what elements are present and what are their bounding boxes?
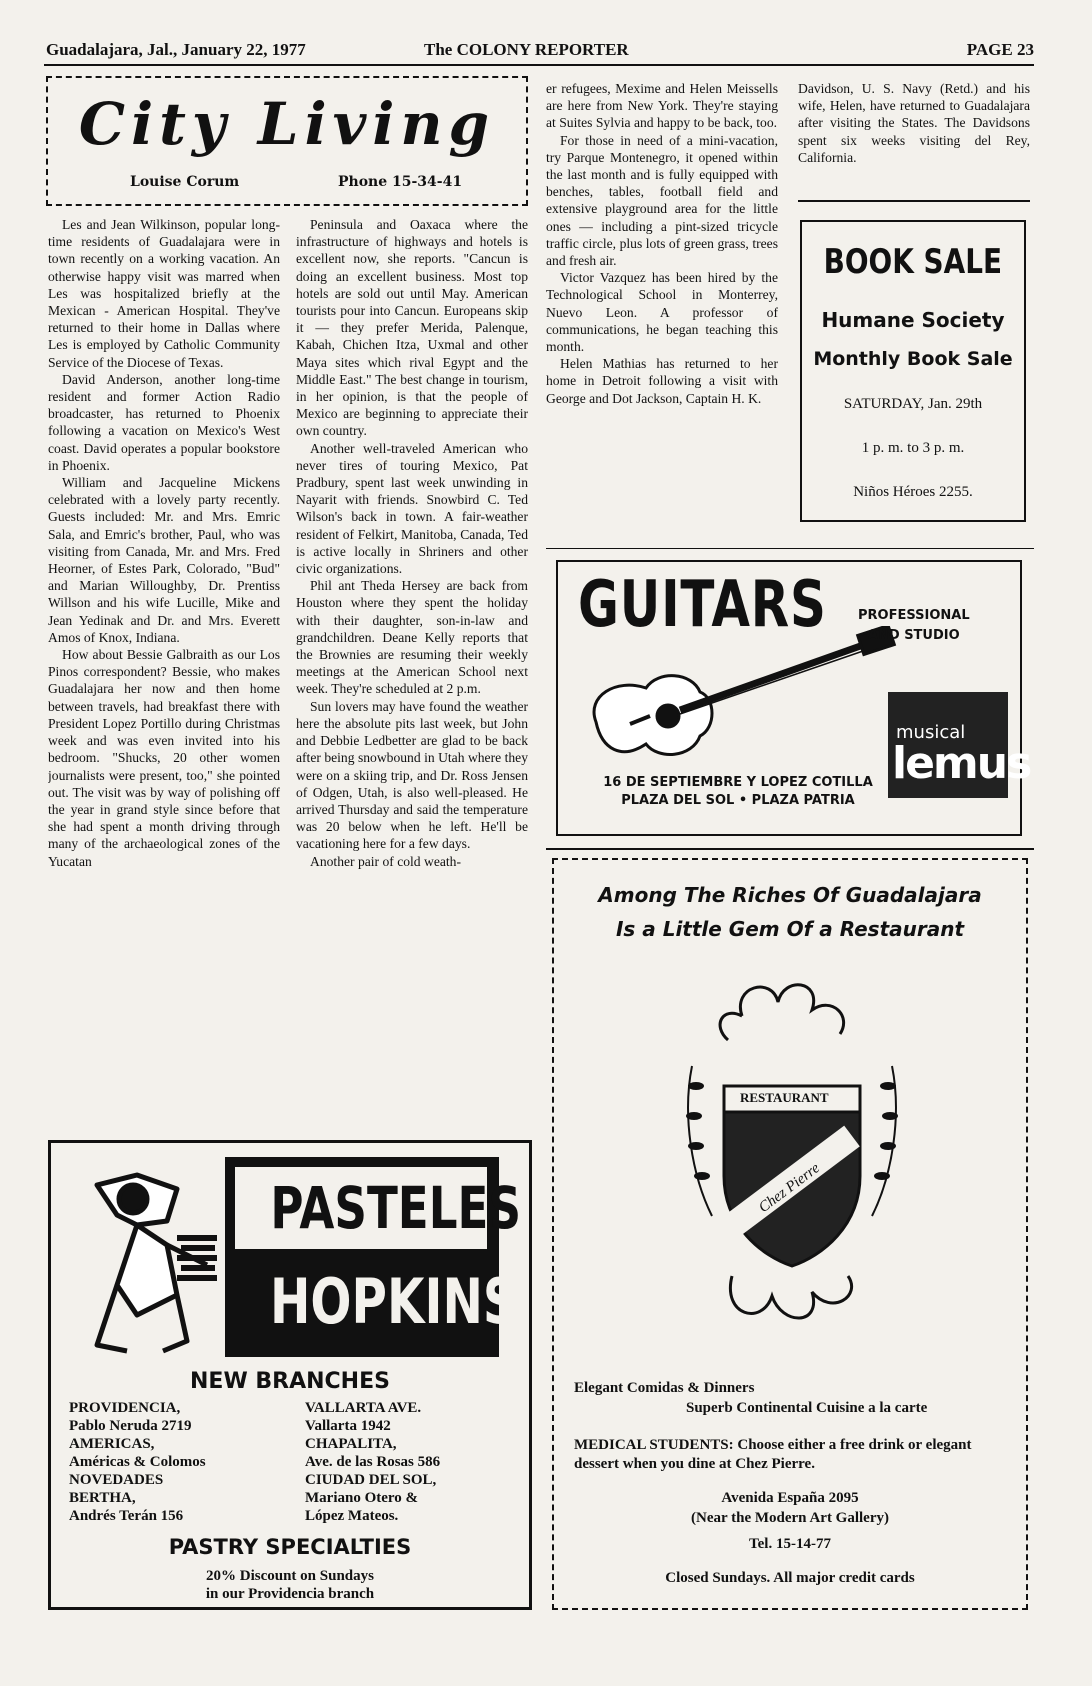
article-paragraph: Les and Jean Wilkinson, popular long-time residents of Guadalajara were in town recently on a working vacation. An otherwise happy visit was marred when Les was hospitalized briefly at the Mexican - American Hospital. They've returned to their home in Dallas where Les is employed by Catholic Community Service of the Diocese of Texas. (48, 217, 280, 370)
restaurant-line-1: Elegant Comidas & Dinners (574, 1380, 755, 1396)
pastry-chef-icon (77, 1165, 227, 1365)
article-paragraph: David Anderson, another long-time resident and former Action Radio broadcaster, has returned to Phoenix following a vacation on Mexico's West coast. David operates a popular bookstore in Phoenix. (48, 371, 280, 473)
article-paragraph: Sun lovers may have found the weather here the absolute pits last week, but John and Debbie Ledbetter are glad to be back after being snowbound in Utah where they were on a skiing trip, and Dr. Ross Jensen of Odgen, Utah, is also well-pleased. He arrived Thursday and said the temperature was 20 below when he left. He'll be vacationing here for a few days. (296, 698, 528, 852)
guitars-tagline: PROFESSIONAL AND STUDIO (858, 608, 970, 643)
article-paragraph: Another well-traveled American who never tires of touring Mexico, Pat Pradbury, spent last week unwinding in Nayarit with friends. Snowbird C. Ted Wilson's back in town. A fair-weather resident of Felkirt, Manitoba, Canada, Ted is active locally in Shriners and other civic organizations. (296, 440, 528, 577)
article-column-3 (546, 80, 778, 540)
city-living-box (46, 76, 528, 206)
pastry-specialties-heading: PASTRY SPECIALTIES (168, 1535, 412, 1559)
restaurant-address: Avenida España 2095 (Near the Modern Art Gallery) (691, 1490, 889, 1526)
book-sale-time: 1 p. m. to 3 p. m. (861, 440, 965, 456)
article-paragraph: William and Jacqueline Mickens celebrated with a lovely party recently. Guests included: Mr. and Mrs. Emric Sala, and Emric's brother, Paul, who was visiting from Canada, Mr. and Mrs. Fred Heorner, of Estes Park, Colorado, "Bud" and Marian Willoughby, Dr. Prentiss Willson and his wife Lucille, Mike and Jean Yedinak and Dr. and Mrs. Everett Amos of Knox, Indiana. (48, 475, 280, 645)
restaurant-headline: Among The Riches Of Guadalajara Is a Little Gem Of a Restaurant (598, 883, 982, 941)
book-sale-subtitle: Monthly Book Sale (813, 348, 1013, 370)
book-sale-org: Humane Society (821, 308, 1005, 332)
crest-name-label: Chez Pierre (756, 1160, 823, 1217)
header-page-number: PAGE 23 (966, 40, 1034, 59)
guitars-ad (556, 560, 1031, 836)
restaurant-medical-offer: MEDICAL STUDENTS: Choose either a free drink or elegant dessert when you dine at Chez Pierre. (574, 1437, 972, 1472)
article-paragraph: er refugees, Mexime and Helen Meissells are here from New York. They're staying at Suites Sylvia and happy to be back, too. (546, 81, 778, 131)
article-paragraph: Helen Mathias has returned to her home in Detroit following a visit with George and Dot Jackson, Captain H. K. (546, 356, 778, 406)
restaurant-phone: Tel. 15-14-77 (749, 1536, 831, 1552)
article-paragraph: Peninsula and Oaxaca where the infrastructure of highways and hotels is excellent now, she reports. "Cancun is doing an excellent business. Most top hotels are sold out until May. American tourists pour into Cancun. Europeans skip it — they prefer Merida, Palenque, Kabah, Chichen Itza, Uxmal and other Maya sites which rival Egypt and the Middle East." The best change in tourism, in her opinion, is that the people of Mexico are beginning to appreciate their own country. (296, 217, 528, 439)
restaurant-line-2: Superb Continental Cuisine a la carte (686, 1400, 928, 1416)
section-rule (546, 848, 1034, 850)
logo-top-band: PASTELES (235, 1167, 487, 1249)
pasteles-hopkins-logo (225, 1157, 522, 1357)
branches-left: PROVIDENCIA, Pablo Neruda 2719 AMERICAS, Américas & Colomos NOVEDADES BERTHA, Andrés Terán 156 (69, 1400, 206, 1524)
article-column-1 (48, 216, 280, 1130)
pasteles-hopkins-ad (48, 1140, 532, 1610)
chez-pierre-ad (552, 858, 1028, 1610)
header-rule (44, 64, 1034, 66)
restaurant-hours: Closed Sundays. All major credit cards (665, 1570, 915, 1586)
article-column-2 (296, 216, 528, 1130)
article-paragraph: For those in need of a mini-vacation, try Parque Montenegro, it opened within the last month and is fully equipped with benches, tables, football field and extensive playground area for the little ones — including a pint-sized tricycle traffic circle, plus lots of green grass, trees and fresh air. (546, 132, 778, 269)
lemus-logo: musical lemus (888, 692, 1008, 798)
book-sale-date: SATURDAY, Jan. 29th (843, 396, 983, 412)
article-paragraph: Davidson, U. S. Navy (Retd.) and his wife, Helen, have returned to Guadalajara after visiting the States. The Davidsons spent six weeks visiting del Rey, California. (798, 81, 1030, 165)
column-divider (798, 200, 1030, 202)
column-author: Louise Corum (130, 174, 240, 190)
article-column-4 (798, 80, 1030, 190)
header-dateline: Guadalajara, Jal., January 22, 1977 (46, 40, 306, 59)
header-paper-name: The COLONY REPORTER (424, 40, 629, 59)
guitars-address: 16 DE SEPTIEMBRE Y LOPEZ COTILLA PLAZA DEL SOL • PLAZA PATRIA (603, 775, 873, 808)
crest-restaurant-label: RESTAURANT (740, 1090, 829, 1105)
chez-pierre-crest-icon (672, 976, 912, 1336)
new-branches-heading: NEW BRANCHES (190, 1369, 390, 1394)
column-phone: Phone 15-34-41 (338, 174, 463, 190)
branches-right: VALLARTA AVE. Vallarta 1942 CHAPALITA, Ave. de las Rosas 586 CIUDAD DEL SOL, Mariano Otero & López Mateos. (305, 1400, 441, 1524)
book-sale-title: BOOK SALE (823, 242, 1003, 282)
guitars-title: GUITARS (578, 568, 827, 642)
book-sale-address: Niños Héroes 2255. (853, 484, 973, 500)
section-rule (546, 548, 1034, 549)
article-paragraph: Victor Vazquez has been hired by the Technological School in Monterrey, Nuevo Leon. A professor of communications, he began teaching this month. (546, 270, 778, 355)
article-paragraph: Another pair of cold weath- (310, 853, 461, 869)
guitar-icon (576, 626, 906, 776)
article-paragraph: How about Bessie Galbraith as our Los Pinos correspondent? Bessie, who makes Guadalajara her now and then home between travels, had breakfast there with President Lopez Portillo during Christmas week and was even invited into his bedroom. "Shucks, 20 other women journalists were present, too," she pointed out. The visit was by way of polishing off the year in grand style since before that she had spent a month driving through many of the archaeological zones of the Yucatan (48, 647, 280, 869)
sunday-discount: 20% Discount on Sundays in our Providencia branch (205, 1568, 375, 1602)
column-title: City Living (78, 90, 496, 158)
book-sale-ad (800, 220, 1026, 522)
article-paragraph: Phil ant Theda Hersey are back from Houston where they spent the holiday with their daughter, son-in-law and grandchildren. Deane Kelly reports that the Brownies are resuming their weekly meetings at the American School next week. They're scheduled at 2 p.m. (296, 578, 528, 697)
logo-bottom-band: HOPKINS (269, 1265, 518, 1338)
